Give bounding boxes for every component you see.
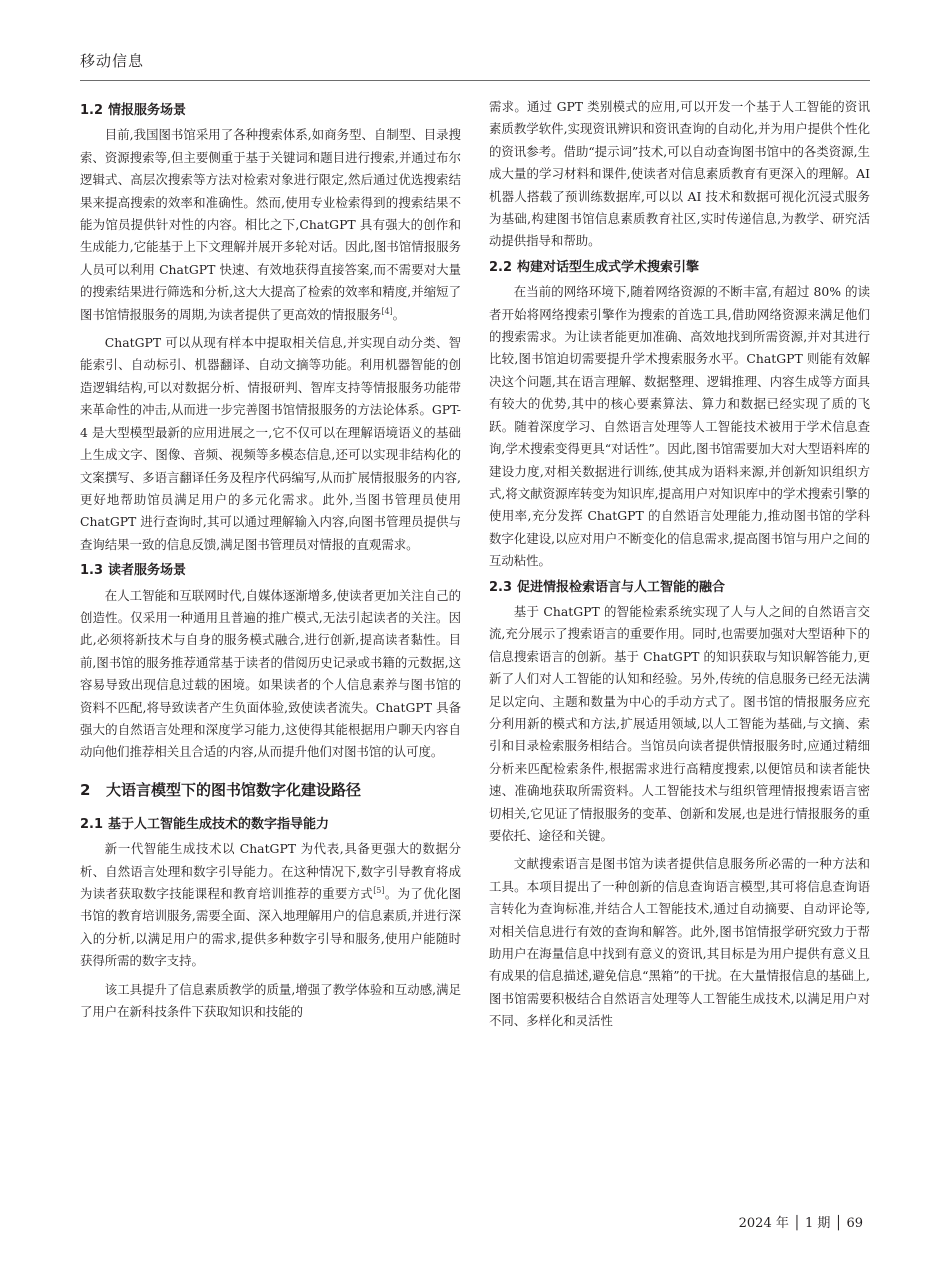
journal-name: 移动信息 <box>80 52 145 70</box>
chapter-number: 2 <box>80 780 91 799</box>
citation-ref: [5] <box>373 885 385 895</box>
section-title: 情报服务场景 <box>108 103 187 118</box>
section-number: 2.1 <box>80 816 104 832</box>
header-rule <box>80 80 870 81</box>
paragraph: 在当前的网络环境下,随着网络资源的不断丰富,有超过 80% 的读者开始将网络搜索引擎作为搜索的首选工具,借助网络资源来满足他们的搜索需求。为让读者能更加准确、高效地找到所需资源,并对其进行比较,图书馆迫切需要提升学术搜索服务水平。ChatGPT 则能有效解决这个问题,其在语言理解、数据整理、逻辑推理、内容生成等方面具有较大的优势,其中的核心要素算法、算力和数据已经实现了质的飞跃。随着深度学习、自然语言处理等人工智能技术被用于学术信息查询,学术搜索变得更具“对话性”。因此,图书馆需要加大对大型语料库的建设力度,对相关数据进行训练,使其成为语料来源,并创新知识组织方式,将文献资源库转变为知识库,提高用户对知识库中的学术搜索引擎的使用率,充分发挥 ChatGPT 的自然语言处理能力,推动图书馆的学科数字化建设,以应对用户不断变化的信息需求,提高图书馆与用户之间的互动粘性。 <box>489 284 870 569</box>
section-title: 读者服务场景 <box>108 563 187 579</box>
paragraph: 在人工智能和互联网时代,自媒体逐渐增多,使读者更加关注自己的创造性。仅采用一种通用且普遍的推广模式,无法引起读者的关注。因此,必须将新技术与自身的服务模式融合,进行创新,提高读者黏性。目前,图书馆的服务推荐通常基于读者的借阅历史记录或书籍的元数据,这容易导致出现信息过载的困境。如果读者的个人信息素养与图书馆的资料不匹配,将导致读者产生负面体验,致使读者流失。ChatGPT 具备强大的自然语言处理和深度学习能力,这使得其能根据用户聊天内容自动向他们推荐相关且合适的内容,从而提升他们对图书馆的认可度。 <box>80 587 461 760</box>
paragraph <box>80 838 461 972</box>
paragraph: 文献搜索语言是图书馆为读者提供信息服务所必需的一种方法和工具。本项目提出了一种创新的信息查询语言模型,其可将信息查询语言转化为查询标准,并结合人工智能技术,通过自动摘要、自动评论等,对相关信息进行有效的查询和解答。此外,图书馆情报学研究致力于帮助用户在海量信息中找到有意义的资讯,其目标是为用户提供有意义且有成果的信息描述,避免信息“黑箱”的干扰。在大量情报信息的基础上,图书馆需要积极结合自然语言处理等人工智能生成技术,以满足用户对不同、多样化和灵活性 <box>489 856 870 1029</box>
section-heading-1-2 <box>80 100 461 122</box>
paragraph-continued: 需求。通过 GPT 类别模式的应用,可以开发一个基于人工智能的资讯素质教学软件,实现资讯辨识和资讯查询的自动化,并为用户提供个性化的资讯参考。借助“提示词”技术,可以自动查询图书馆中的各类资源,生成大量的学习材料和课件,使读者对信息素质教育有更深入的理解。AI 机器人搭载了预训练数据库,可以以 AI 技术和数据可视化沉浸式服务为基础,构建图书馆信息素质教育社区,实时传递信息,为教学、研究活动提供指导和帮助。 <box>489 99 870 249</box>
paragraph-text: 。为了优化图书馆的教育培训服务,需要全面、深入地理解用户的信息素质,并进行深入的分析,以满足用户的需求,提供多种数字引导和服务,使用户能随时获得所需的数字支持。 <box>80 886 462 969</box>
left-column <box>80 96 461 1023</box>
section-number: 2.2 <box>489 259 513 275</box>
citation-ref: [4] <box>381 306 393 316</box>
section-number: 2.3 <box>489 579 513 595</box>
paragraph <box>80 124 461 326</box>
section-number: 1.2 <box>80 103 104 118</box>
section-heading-1-3 <box>80 560 461 582</box>
page-footer: 2024 年 │ 1 期 │ 69 <box>738 1216 863 1231</box>
section-title: 基于人工智能生成技术的数字指导能力 <box>108 816 330 832</box>
paragraph: 基于 ChatGPT 的智能检索系统实现了人与人之间的自然语言交流,充分展示了搜索语言的重要作用。同时,也需要加强对大型语种下的信息搜索语言的创新。基于 ChatGPT 的知识获取与知识解答能力,更新了人们对人工智能的认知和经验。另外,传统的信息服务已经无法满足以定向、主题和数量为中心的手动方式了。图书馆的情报服务应充分利用新的模式和方法,扩展适用领域,以人工智能为基础,与文摘、索引和目录检索服务相结合。当馆员向读者提供情报服务时,应通过精细分析来匹配检索条件,根据需求进行高精度搜索,以便馆员和读者能快速、准确地获取所需资料。人工智能技术与组织管理情报搜索语言密切相关,它见证了情报服务的变革、创新和发展,也是进行情报服务的重要依托、途径和关键。 <box>489 603 870 843</box>
section-heading-2-2 <box>489 257 870 279</box>
section-number: 1.3 <box>80 563 104 579</box>
chapter-heading-2 <box>80 778 461 802</box>
paragraph: 该工具提升了信息素质教学的质量,增强了教学体验和互动感,满足了用户在新科技条件下获取知识和技能的 <box>80 981 461 1020</box>
section-heading-2-1 <box>80 814 461 836</box>
paragraph: ChatGPT 可以从现有样本中提取相关信息,并实现自动分类、智能索引、自动标引、机器翻译、自动文摘等功能。利用机器智能的创造逻辑结构,可以对数据分析、情报研判、智库支持等情报服务功能带来革命性的冲击,从而进一步完善图书馆情报服务的方法论体系。GPT-4 是大型模型最新的应用进展之一,它不仅可以在理解语境语义的基础上生成文字、图像、音频、视频等多模态信息,还可以实现非结构化的文案撰写、多语言翻译任务及程序代码编写,从而扩展情报服务的内容,更好地帮助馆员满足用户的多元化需求。此外,当图书管理员使用 ChatGPT 进行查询时,其可以通过理解输入内容,向图书管理员提供与查询结果一致的信息反馈,满足图书管理员对情报的直观需求。 <box>80 335 461 552</box>
section-heading-2-3 <box>489 577 870 599</box>
paragraph-text: 新一代智能生成技术以 ChatGPT 为代表,具备更强大的数据分析、自然语言处理和数字引导能力。在这种情况下,数字引导教育将成为读者获取数字技能课程和教育培训推荐的重要方式 <box>80 841 461 901</box>
chapter-title: 大语言模型下的图书馆数字化建设路径 <box>106 780 362 799</box>
paragraph-text: 。 <box>392 306 406 322</box>
paragraph-text: 目前,我国图书馆采用了各种搜索体系,如商务型、自制型、目录搜索、资源搜索等,但主要侧重于基于关键词和题目进行搜索,并通过布尔逻辑式、高层次搜索等方法对检索对象进行限定,然后通过优选搜索结果来提高搜索的效率和准确性。然而,使用专业检索得到的搜索结果不能为馆员提供针对性的内容。相比之下,ChatGPT 具有强大的创作和生成能力,它能基于上下文理解并展开多轮对话。因此,图书馆情报服务人员可以利用 ChatGPT 快速、有效地获得直接答案,而不需要对大量的搜索结果进行筛选和分析,这大大提高了检索的效率和精度,并缩短了图书馆情报服务的周期,为读者提供了更高效的情报服务 <box>80 127 461 322</box>
section-title: 构建对话型生成式学术搜索引擎 <box>517 259 700 275</box>
section-title: 促进情报检索语言与人工智能的融合 <box>517 579 726 595</box>
right-column <box>489 96 870 1033</box>
